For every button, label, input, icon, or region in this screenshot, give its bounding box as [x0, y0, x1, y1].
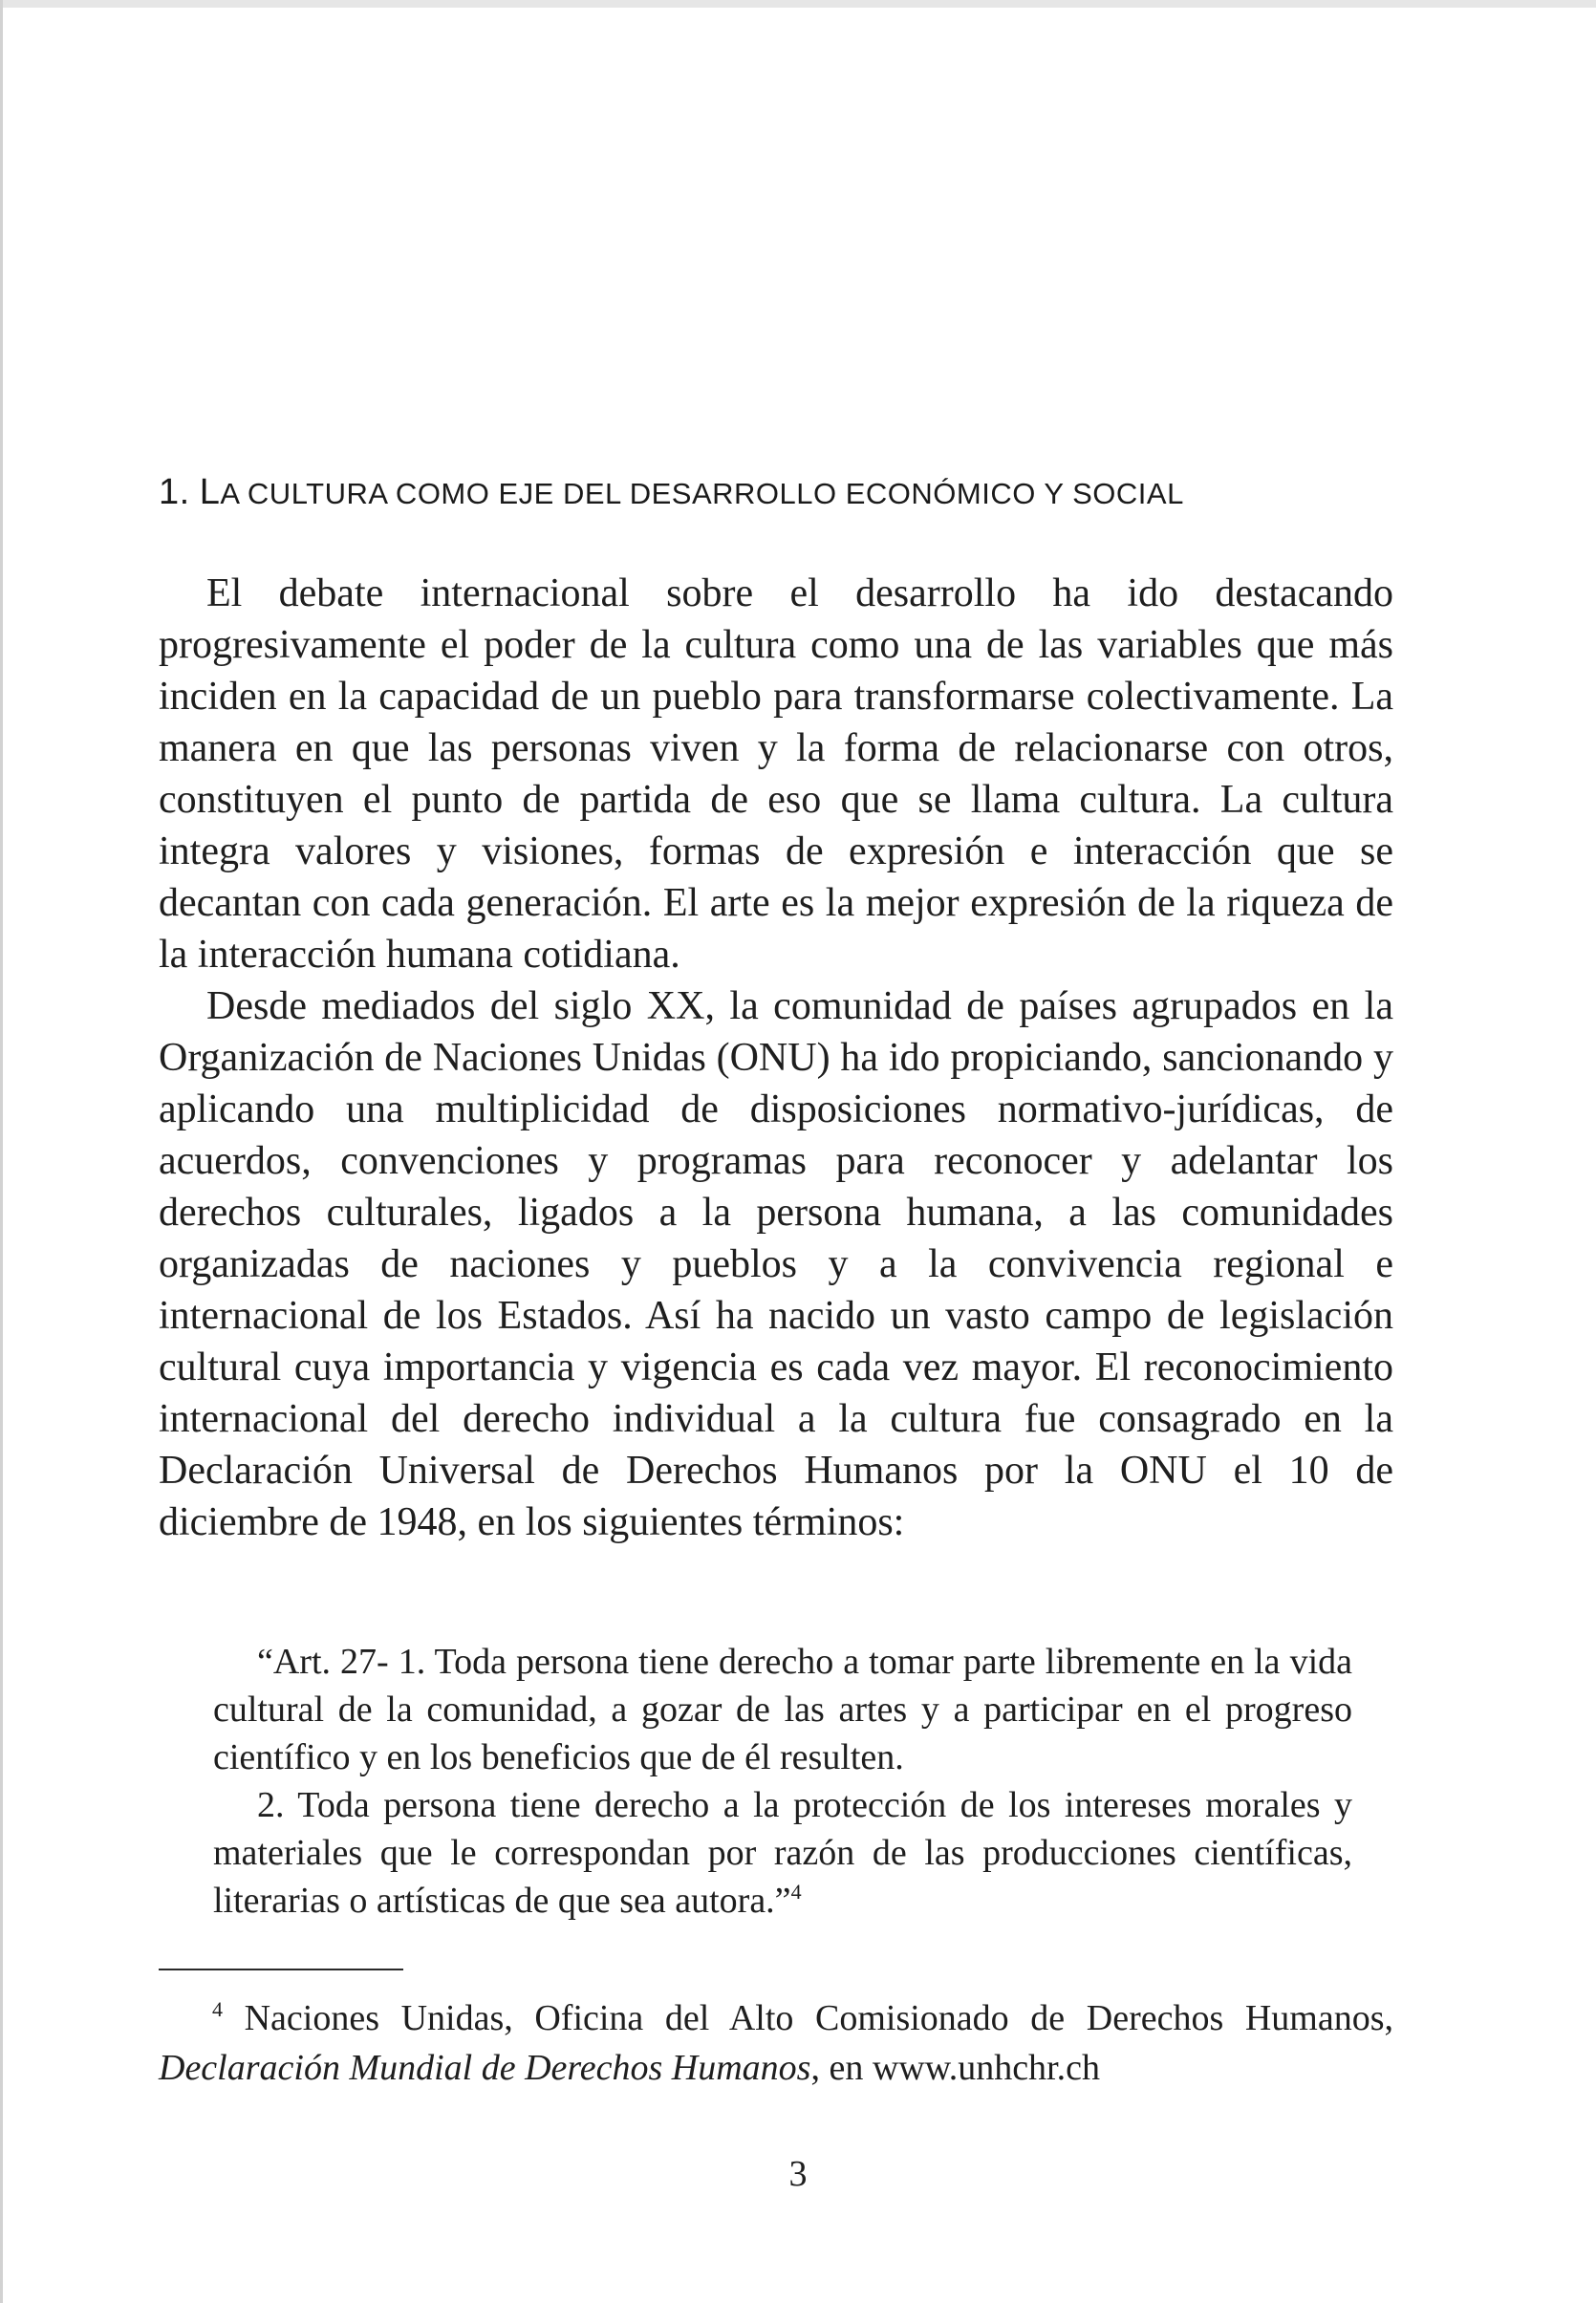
quote-article-1: “Art. 27- 1. Toda persona tiene derecho a tomar parte libremente en la vida cultural de la comunidad, a gozar de las artes y a participar en el progreso científico y en los beneficios que de él resulten.: [213, 1642, 1352, 1777]
quote-article-2-text: 2. Toda persona tiene derecho a la protección de los intereses morales y materiales que le correspondan por razón de las producciones científicas, literarias o artísticas de que sea autora.”: [213, 1785, 1352, 1921]
section-heading: [159, 472, 1401, 513]
section-title-rest: A CULTURA COMO EJE DEL DESARROLLO ECONÓMICO Y SOCIAL: [220, 477, 1184, 510]
paragraph-2: Desde mediados del siglo XX, la comunidad de países agrupados en la Organización de Naciones Unidas (ONU) ha ido propiciando, sancionando y aplicando una multiplicidad de disposiciones normativo-jurídicas, de acuerdos, convenciones y programas para reconocer y adelantar los derechos culturales, ligados a la persona humana, a las comunidades organizadas de naciones y pueblos y a la convivencia regional e internacional de los Estados. Así ha nacido un vasto campo de legislación cultural cuya importancia y vigencia es cada vez mayor. El reconocimiento internacional del derecho individual a la cultura fue consagrado en la Declaración Universal de Derechos Humanos por la ONU el 10 de diciembre de 1948, en los siguientes términos:: [159, 984, 1393, 1544]
footnote-reference: 4: [790, 1880, 802, 1904]
footnote-title: Declaración Mundial de Derechos Humanos: [159, 2048, 811, 2088]
block-quote: [213, 1638, 1352, 1925]
section-title-initial: L: [199, 472, 221, 512]
page-edge-left: [0, 0, 3, 2303]
quote-article-2: [213, 1781, 1352, 1925]
footnote-divider: [159, 1969, 403, 1970]
footnote-marker: 4: [212, 1997, 223, 2021]
footnote-text-after: , en www.unhchr.ch: [810, 2048, 1100, 2088]
page-number: 3: [788, 2154, 808, 2194]
footnote: [159, 1993, 1393, 2093]
section-number: 1.: [159, 472, 190, 512]
paragraph-1: El debate internacional sobre el desarrollo ha ido destacando progresivamente el poder de la cultura como una de las variables que más inciden en la capacidad de un pueblo para transformarse colectivamente. La manera en que las personas viven y la forma de relacionarse con otros, constituyen el punto de partida de eso que se llama cultura. La cultura integra valores y visiones, formas de expresión e interacción que se decantan con cada generación. El arte es la mejor expresión de la riqueza de la interacción humana cotidiana.: [159, 571, 1393, 977]
page-edge-top: [0, 0, 1596, 8]
body-text: [159, 568, 1393, 1548]
footnote-text-before: Naciones Unidas, Oficina del Alto Comisionado de Derechos Humanos,: [223, 1998, 1393, 2038]
